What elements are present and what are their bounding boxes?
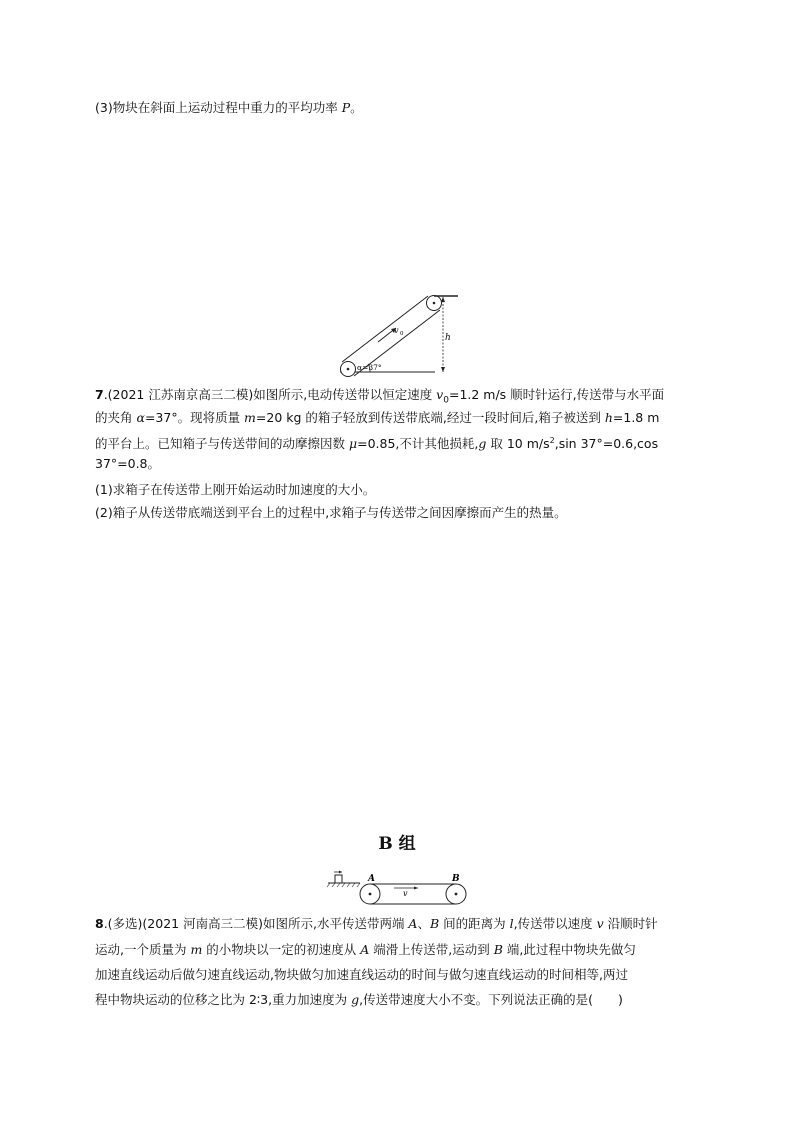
q8-line-2: 运动,一个质量为 m 的小物块以一定的初速度从 A 端滑上传送带,运动到 B 端,此过程中物块先做匀: [95, 942, 636, 957]
horizontal-belt-figure: [322, 866, 472, 910]
q8-line-4: 程中物块运动的位移之比为 2∶3,重力加速度为 g,传送带速度大小不变。下列说法正确的是( ): [95, 992, 623, 1007]
svg-text:B: B: [452, 874, 460, 884]
svg-text:0: 0: [400, 331, 404, 337]
svg-text:α=37°: α=37°: [357, 363, 382, 372]
q7-line-1: 7.(2021 江苏南京高三二模)如图所示,电动传送带以恒定速度 $v_0=1.2$ m/s 顺时针运行,传送带与水平面: [95, 387, 665, 406]
incline-conveyor-figure: [330, 288, 470, 378]
svg-text:v: v: [394, 326, 399, 335]
svg-text:v: v: [403, 889, 408, 898]
svg-text:A: A: [368, 874, 375, 884]
svg-text:h: h: [445, 333, 451, 343]
q7-part1: (1)求箱子在传送带上刚开始运动时加速度的大小。: [95, 482, 376, 497]
q7-line-2: 的夹角 α=37°。现将质量 m=20 kg 的箱子轻放到传送带底端,经过一段时间后,箱子被送到 h=1.8 m: [95, 410, 660, 425]
q6-part3: (3)物块在斜面上运动过程中重力的平均功率 P。: [95, 100, 363, 115]
q8-line-3: 加速直线运动后做匀速直线运动,物块做匀加速直线运动的时间与做匀速直线运动的时间相等,两过: [95, 967, 628, 982]
q7-part2: (2)箱子从传送带底端送到平台上的过程中,求箱子与传送带之间因摩擦而产生的热量。: [95, 505, 567, 520]
q7-line-3: 的平台上。已知箱子与传送带间的动摩擦因数 μ=0.85,不计其他损耗,g 取 10 $m/s^2,\sin$ 37°=0.6,cos: [95, 436, 659, 452]
q8-line-1: 8.(多选)(2021 河南高三二模)如图所示,水平传送带两端 A、B 间的距离为 l,传送带以速度 v 沿顺时针: [95, 916, 658, 931]
section-b-heading: B 组: [378, 834, 416, 854]
q7-line-4: 37°=0.8。: [95, 456, 161, 471]
